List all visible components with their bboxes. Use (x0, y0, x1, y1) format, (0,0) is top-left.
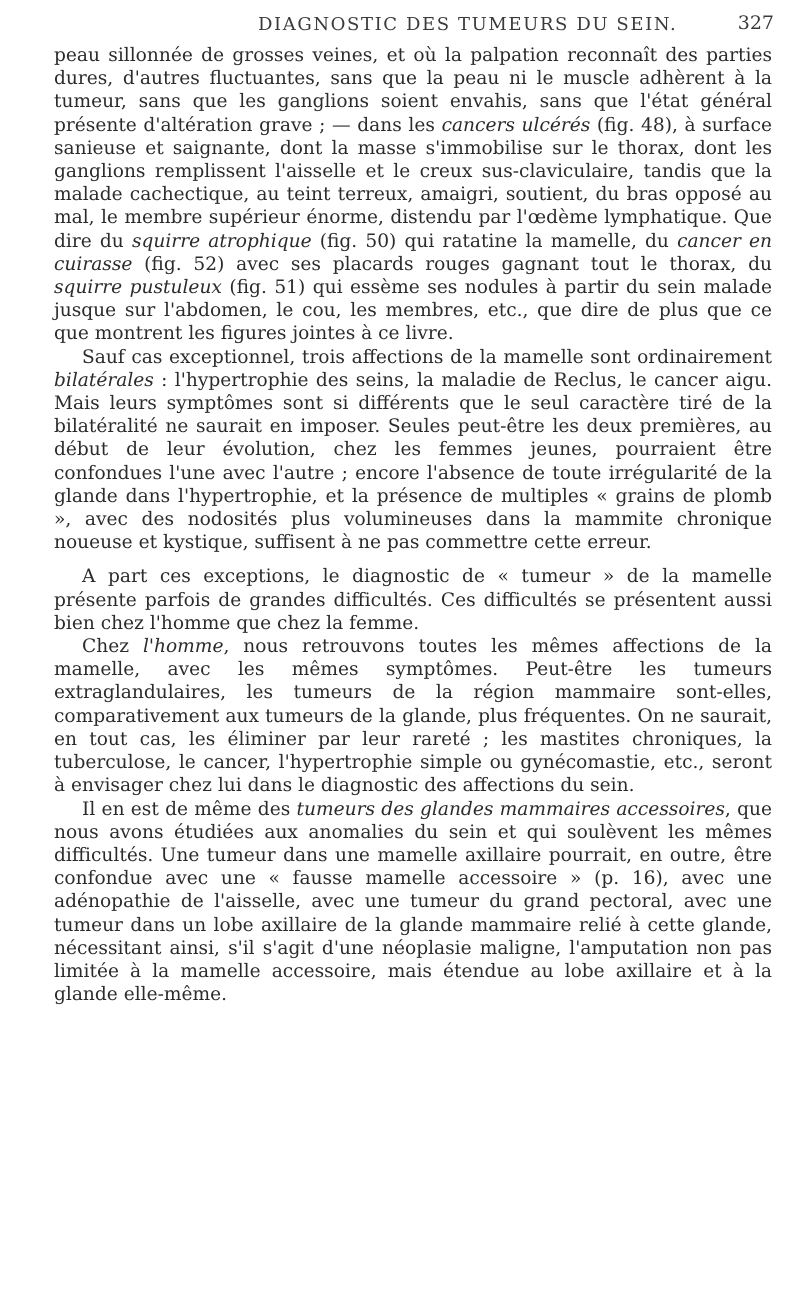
italic-term: cancer en cuirasse (54, 230, 772, 275)
text-run: , nous retrouvons toutes les mêmes affections de la mamelle, avec les mêmes symptômes. Peut-être les tumeurs extraglandulaires, les tumeurs de la région mammaire sont-elles, comparativement aux tumeurs de la glande, plus fréquentes. On ne saurait, en tout cas, les éliminer par leur rareté ; les mastites chroniques, la tuberculose, le cancer, l'hypertrophie simple ou gynécomastie, etc., seront à envisager chez lui dans le diagnostic des affections du sein. (54, 636, 772, 797)
text-run: Il en est de même des (82, 798, 297, 820)
text-run: (fig. 51) qui essème ses nodules à partir du sein malade jusque sur l'abdomen, le cou, les membres, etc., que dire de plus que ce que montrent les figures jointes à ce livre. (54, 277, 772, 345)
italic-term: l'homme (142, 636, 224, 658)
italic-term: cancers ulcérés (441, 114, 591, 136)
italic-term: squirre atrophique (131, 230, 312, 252)
paragraph-cancer-forms (54, 44, 772, 346)
text-run: A part ces exceptions, le diagnostic de « tumeur » de la mamelle présente parfois de grandes difficultés. Ces difficultés se présentent aussi bien chez l'homme que chez la femme. (54, 566, 772, 634)
text-run: , que nous avons étudiées aux anomalies du sein et qui soulèvent les mêmes difficultés. Une tumeur dans une mamelle axillaire pourrait, en outre, être confondue avec une « fausse mamelle accessoire » (p. 16), avec une adénopathie de l'aisselle, avec une tumeur du grand pectoral, avec une tumeur dans un lobe axillaire de la glande mammaire relié à cette glande, nécessitant ainsi, s'il s'agit d'une néoplasie maligne, l'amputation non pas limitée à la mamelle accessoire, mais étendue au lobe axillaire et à la glande elle-même. (54, 798, 772, 1006)
text-run: Sauf cas exceptionnel, trois affections de la mamelle sont ordinairement (82, 346, 772, 368)
text-run: (fig. 52) avec ses placards rouges gagnant tout le thorax, du (132, 253, 772, 275)
text-run: peau sillonnée de grosses veines, et où la palpation reconnaît des parties dures, d'autres fluctuantes, sans que la peau ni le muscle adhèrent à la tumeur, sans que les ganglions soient envahis, sans que l'état général présente d'altération grave ; — dans les (54, 45, 772, 136)
page-header (0, 8, 800, 48)
paragraph-homme (54, 635, 772, 797)
running-title: DIAGNOSTIC DES TUMEURS DU SEIN. (258, 14, 678, 35)
body-text (54, 44, 772, 1006)
paragraph-accessory-glands (54, 798, 772, 1007)
text-run: (fig. 50) qui ratatine la mamelle, du (311, 230, 678, 252)
italic-term: bilatérales (54, 369, 154, 391)
text-run: (fig. 48), à surface sanieuse et saignante, dont la masse s'immobilise sur le thorax, dont les ganglions remplissent l'aisselle et le creux sus-claviculaire, tandis que la malade cachectique, au teint terreux, amaigri, soutient, du bras opposé au mal, le membre supérieur énorme, distendu par l'œdème lymphatique. Que dire du (54, 114, 772, 252)
paragraph-exceptions (54, 565, 772, 635)
text-run: Chez (82, 636, 143, 658)
page-number: 327 (737, 12, 774, 34)
italic-term: tumeurs des glandes mammaires accessoires (296, 798, 725, 820)
text-run: : l'hypertrophie des seins, la maladie de Reclus, le cancer aigu. Mais leurs symptômes sont si différents que le seul caractère tiré de la bilatéralité ne saurait en imposer. Seules peut-être les deux premières, au début de leur évolution, chez les femmes jeunes, pourraient être confondues l'une avec l'autre ; encore l'absence de toute irrégularité de la glande dans l'hypertrophie, et la présence de multiples « grains de plomb », avec des nodosités plus volumineuses dans la mammite chronique noueuse et kystique, suffisent à ne pas commettre cette erreur. (54, 369, 772, 554)
italic-term: squirre pustuleux (54, 277, 222, 299)
paragraph-bilateral (54, 346, 772, 555)
